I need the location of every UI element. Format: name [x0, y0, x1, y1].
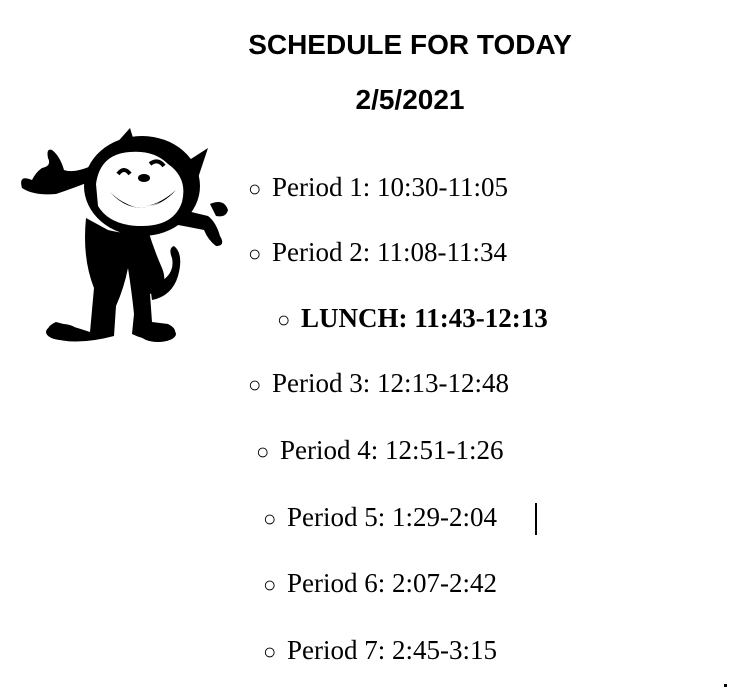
list-item: [263, 567, 497, 601]
bullet-icon: ○: [248, 176, 262, 201]
schedule-date: 2/5/2021: [355, 84, 465, 115]
lunch-text: LUNCH: 11:43-12:13: [301, 303, 548, 333]
period-2-text: Period 2: 11:08-11:34: [272, 237, 507, 267]
list-item: [256, 434, 504, 468]
bullet-icon: ○: [263, 639, 277, 664]
bullet-icon: ○: [256, 439, 270, 464]
period-3-text: Period 3: 12:13-12:48: [272, 368, 509, 398]
stray-dot: [724, 684, 727, 687]
list-item: [248, 171, 508, 205]
cartoon-cat-icon: [12, 118, 240, 350]
list-item: [263, 634, 497, 668]
period-1-text: Period 1: 10:30-11:05: [272, 172, 508, 202]
bullet-icon: ○: [277, 307, 291, 332]
bullet-icon: ○: [248, 372, 262, 397]
period-5-text: Period 5: 1:29-2:04: [287, 502, 497, 532]
page-title: SCHEDULE FOR TODAY: [248, 29, 572, 60]
list-item: [277, 302, 548, 336]
list-item: [263, 501, 497, 535]
list-item: [248, 367, 509, 401]
bullet-icon: ○: [248, 241, 262, 266]
period-7-text: Period 7: 2:45-3:15: [287, 635, 497, 665]
text-cursor: [535, 503, 537, 535]
period-4-text: Period 4: 12:51-1:26: [280, 435, 504, 465]
list-item: [248, 236, 507, 270]
bullet-icon: ○: [263, 572, 277, 597]
period-6-text: Period 6: 2:07-2:42: [287, 568, 497, 598]
bullet-icon: ○: [263, 506, 277, 531]
